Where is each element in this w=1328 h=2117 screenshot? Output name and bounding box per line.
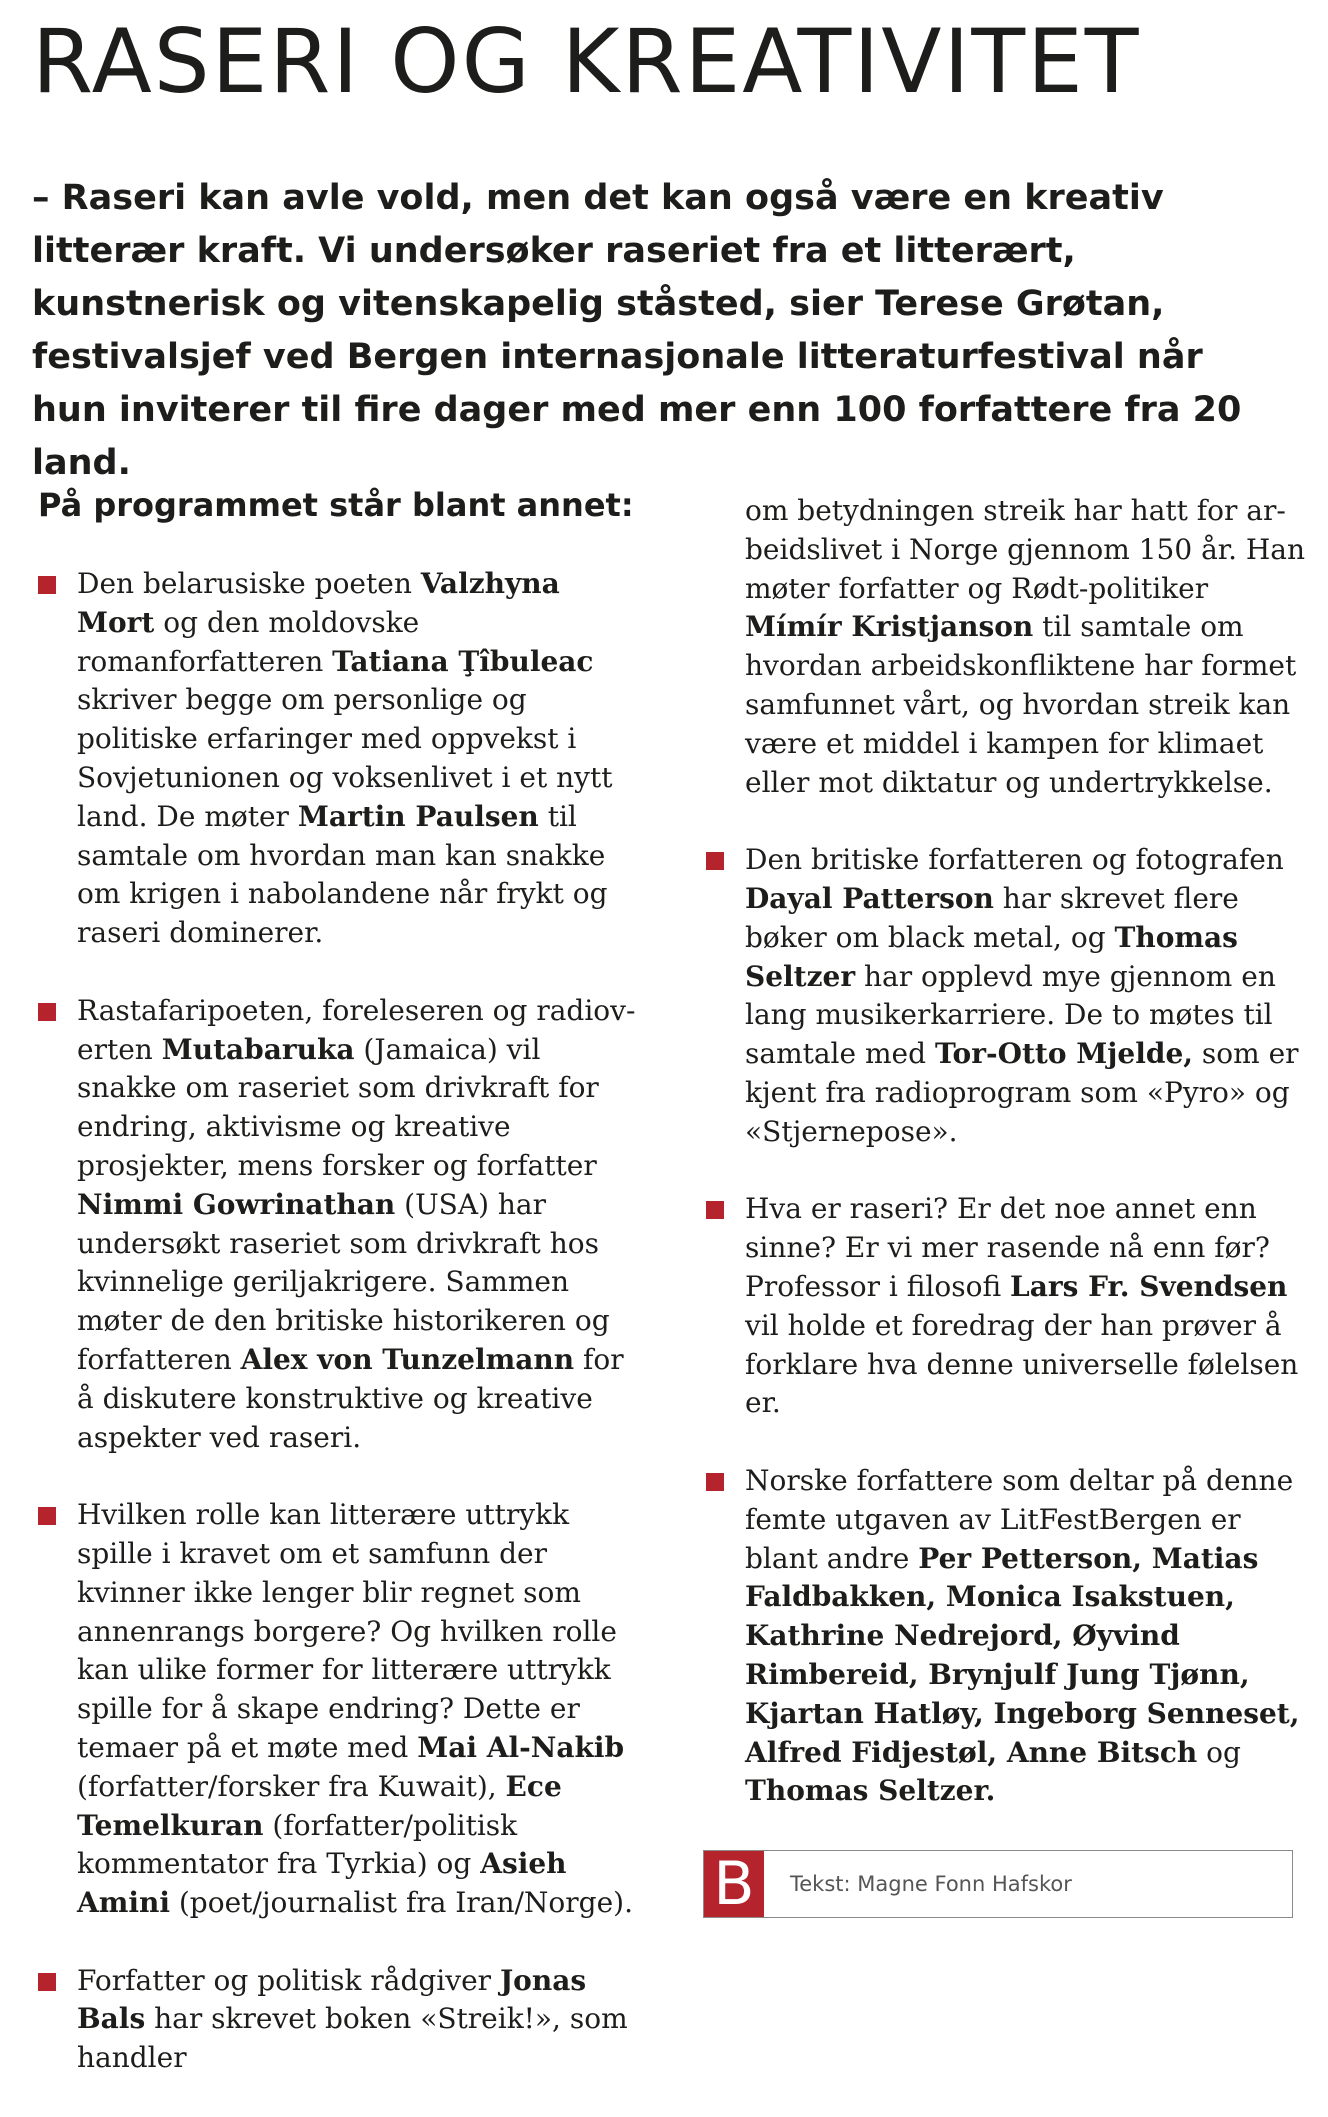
- author-name: Jonas Bals: [77, 1963, 587, 2036]
- item-text: Norske forfattere som deltar på denne femte utgaven av LitFestBergen er blant andre: [745, 1463, 1294, 1575]
- program-item: [38, 1496, 638, 1923]
- program-item: [38, 565, 638, 953]
- item-text: til samtale om hvordan man kan snakke om krigen i nabolandene når frykt og raseri dominerer.: [77, 799, 608, 950]
- item-text: og: [1197, 1735, 1241, 1769]
- item-text: Den belarusiske poeten: [77, 567, 421, 600]
- author-name: Asieh Amini: [77, 1847, 567, 1920]
- credit-text: Tekst: Magne Fonn Hafskor: [790, 1872, 1072, 1896]
- item-text: om betydningen streik har hatt for arbeidslivet i Norge gjennom 150 år. Han møter forfatter og Rødt-politiker: [745, 494, 1306, 605]
- item-text: har skrevet flere bøker om black metal, og: [745, 881, 1239, 954]
- item-text: skriver begge om personlige og politiske erfaringer med oppvekst i Sovjetunionen og voksenlivet i et nytt land. De møter: [77, 683, 613, 833]
- item-text: Forfatter og politisk rådgiver: [77, 1963, 500, 1997]
- author-name: Nimmi Gowrinathan: [77, 1187, 396, 1221]
- program-item: [38, 992, 638, 1458]
- item-text: har opplevd mye gjennom en lang musikerkarriere. De to møtes til samtale med: [745, 959, 1276, 1071]
- program-item-continuation: [706, 492, 1306, 802]
- lead-paragraph: – Raseri kan avle vold, men det kan også være en kreativ litterær kraft. Vi undersøker raseriet fra et litterært, kunstnerisk og vitenskapelig ståsted, sier Terese Grøtan, festivalsjef ved Bergen internasjonale litteraturfestival når hun inviterer til fire dager med mer enn 100 forfattere fra 20 land.: [32, 178, 1242, 483]
- bullet-square-icon: [706, 1201, 724, 1219]
- item-text: (Jamaica) vil snakke om raseriet som drivkraft for endring, aktivisme og kreative prosjekter, mens forsker og forfatter: [77, 1032, 599, 1182]
- author-name: Ece Temelkuran: [77, 1769, 562, 1842]
- bullet-square-icon: [38, 1973, 56, 1991]
- program-list-right: [706, 492, 1306, 1811]
- bullet-square-icon: [38, 1507, 56, 1525]
- author-name: Tatiana Ţîbuleac: [332, 644, 594, 678]
- author-name: Valzhyna Mort: [77, 567, 560, 639]
- right-column: [706, 492, 1306, 1850]
- item-text: vil holde et foredrag der han prøver å forklare hva denne universelle følelsen er.: [745, 1308, 1299, 1420]
- program-heading: På programmet står blant annet:: [38, 486, 634, 524]
- author-name: Alex von Tunzelmann: [240, 1342, 575, 1376]
- author-name: Mutabaruka: [161, 1032, 355, 1066]
- item-text: (forfatter/politisk kommentator fra Tyrkia) og: [77, 1808, 518, 1881]
- article-title: RASERI OG KREATIVITET: [32, 10, 1141, 113]
- b-logo: B: [704, 1851, 764, 1917]
- item-text: har skrevet boken «Streik!», som handler: [77, 2002, 628, 2075]
- program-list-left: [38, 565, 638, 2078]
- author-name: Mímír Kristjanson: [745, 610, 1034, 644]
- item-text: for å diskutere konstruktive og kreative aspekter ved raseri.: [77, 1342, 624, 1454]
- item-text: til samtale om hvordan arbeidskonfliktene har formet samfunnet vårt, og hvordan streik kan være et middel i kampen for klimaet eller mot diktatur og undertrykkelse.: [745, 610, 1297, 799]
- item-text: Rastafaripoeten, foreleseren og radioverten: [77, 993, 636, 1066]
- program-item: [38, 1962, 638, 2078]
- bullet-square-icon: [706, 852, 724, 870]
- item-text: (forfatter/forsker fra Kuwait),: [77, 1769, 506, 1803]
- item-text: og den moldovske romanforfatteren: [77, 605, 420, 678]
- bullet-square-icon: [706, 1473, 724, 1491]
- credit-box: [703, 1850, 1293, 1918]
- bullet-square-icon: [38, 576, 56, 594]
- item-text: (USA) har undersøkt raseriet som drivkraft hos kvinnelige geriljakrigere. Sammen møter de den britiske historikeren og forfatteren: [77, 1187, 610, 1376]
- left-column: [38, 485, 638, 2117]
- author-name: Dayal Patterson: [745, 881, 994, 915]
- author-name: Tor-Otto Mjelde,: [934, 1037, 1194, 1071]
- item-text: Hvilken rolle kan litterære uttrykk spille i kravet om et samfunn der kvinner ikke lenger blir regnet som annenrangs borgere? Og hvilken rolle kan ulike former for litterære uttrykk spille for å skape endring? Dette er temaer på et møte med: [77, 1498, 617, 1764]
- item-text: som er kjent fra radioprogram som «Pyro» og «Stjernepose».: [745, 1037, 1299, 1148]
- author-name: Thomas Seltzer.: [745, 1774, 996, 1808]
- program-item: [706, 841, 1306, 1151]
- program-item: [706, 1190, 1306, 1423]
- item-text: (poet/journalist fra Iran/Norge).: [169, 1886, 633, 1920]
- author-name: Thomas Seltzer: [745, 920, 1238, 993]
- author-name: Martin Paulsen: [297, 799, 539, 833]
- program-item: [706, 1462, 1306, 1811]
- author-name: Lars Fr. Svendsen: [1010, 1269, 1288, 1303]
- author-name: Mai Al-Nakib: [417, 1730, 625, 1764]
- bullet-square-icon: [38, 1003, 56, 1021]
- item-text: Hva er raseri? Er det noe annet enn sinne? Er vi mer rasende nå enn før? Professor i filosofi: [745, 1192, 1270, 1303]
- item-text: Den britiske forfatteren og fotografen: [745, 843, 1284, 877]
- author-name: Per Petterson, Matias Faldbakken, Monica Isakstuen, Kathrine Nedrejord, Øyvind Rimbereid, Brynjulf Jung Tjønn, Kjartan Hatløy, Ingeborg Senneset, Alfred Fidjestøl, Anne Bitsch: [745, 1541, 1300, 1769]
